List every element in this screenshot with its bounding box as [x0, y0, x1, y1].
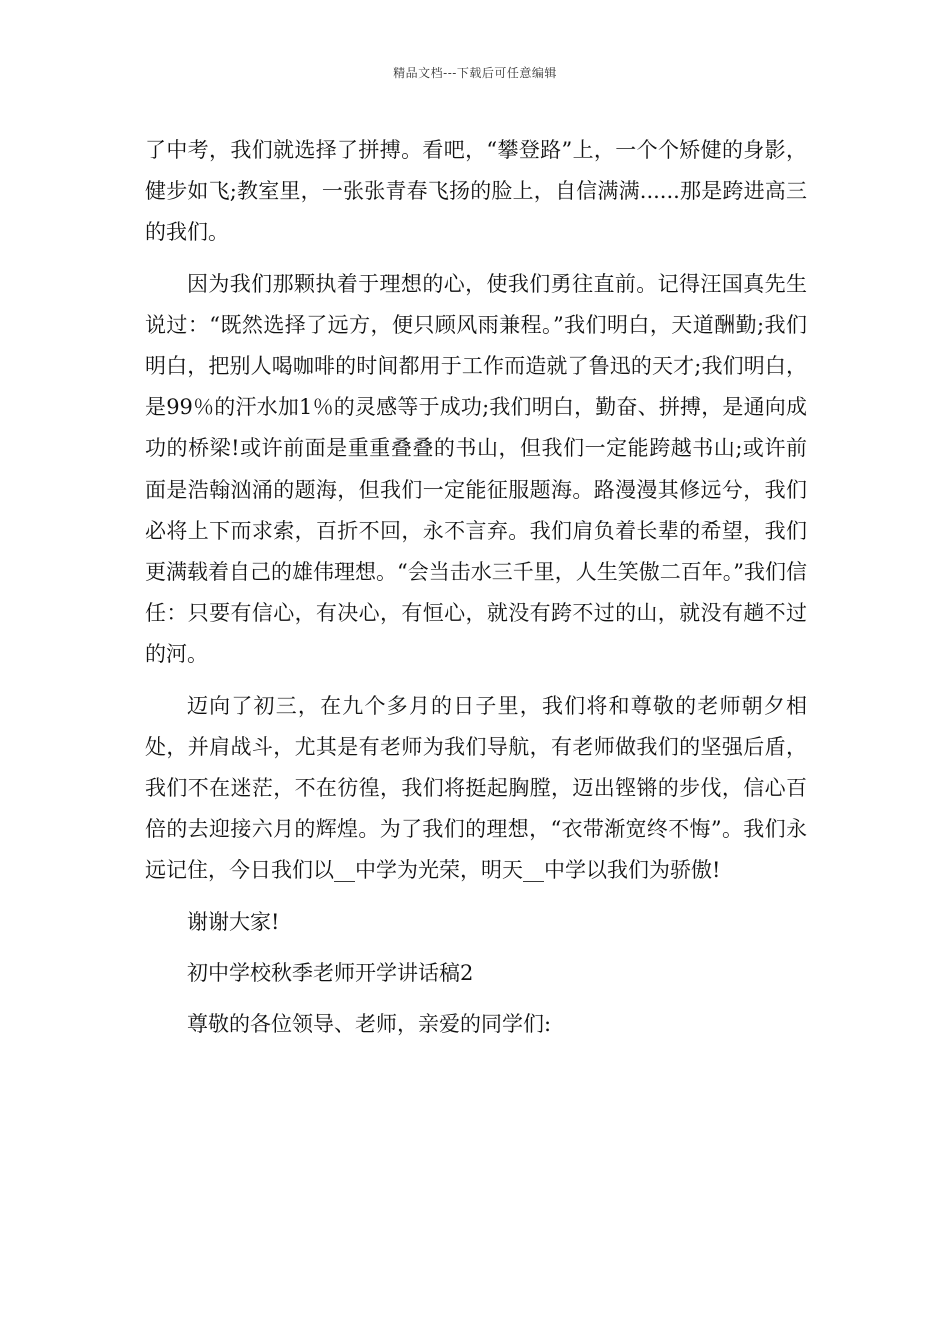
- salutation: 尊敬的各位领导、老师，亲爱的同学们:: [187, 1012, 552, 1037]
- section-title: 初中学校秋季老师开学讲话稿2: [187, 960, 474, 985]
- paragraph: 迈向了初三，在九个多月的日子里，我们将和尊敬的老师朝夕相处，并肩战斗，尤其是有老师为我们导航，有老师做我们的坚强后盾，我们不在迷茫，不在彷徨，我们将挺起胸膛，迈出铿锵的步伐，信心百倍的去迎接六月的辉煌。为了我们的理想，“衣带渐宽终不悔”。我们永远记住，今日我们以__中学为光荣，明天__中学以我们为骄傲!: [145, 693, 807, 883]
- page-header: 精品文档---下载后可任意编辑: [393, 66, 557, 80]
- document-body: [145, 130, 807, 1055]
- paragraph-continuation: 了中考，我们就选择了拼搏。看吧，“攀登路”上，一个个矫健的身影，健步如飞;教室里，一张张青春飞扬的脸上，自信满满......那是跨进高三的我们。: [145, 138, 807, 245]
- closing-thanks: 谢谢大家!: [187, 909, 280, 934]
- paragraph: 因为我们那颗执着于理想的心，使我们勇往直前。记得汪国真先生说过：“既然选择了远方，便只顾风雨兼程。”我们明白，天道酬勤;我们明白，把别人喝咖啡的时间都用于工作而造就了鲁迅的天才;我们明白，是99％的汗水加1％的灵感等于成功;我们明白，勤奋、拼搏，是通向成功的桥梁!或许前面是重重叠叠的书山，但我们一定能跨越书山;或许前面是浩翰汹涌的题海，但我们一定能征服题海。路漫漫其修远兮，我们必将上下而求索，百折不回，永不言弃。我们肩负着长辈的希望，我们更满载着自己的雄伟理想。“会当击水三千里，人生笑傲二百年。”我们信任：只要有信心，有决心，有恒心，就没有跨不过的山，就没有趟不过的河。: [145, 271, 807, 667]
